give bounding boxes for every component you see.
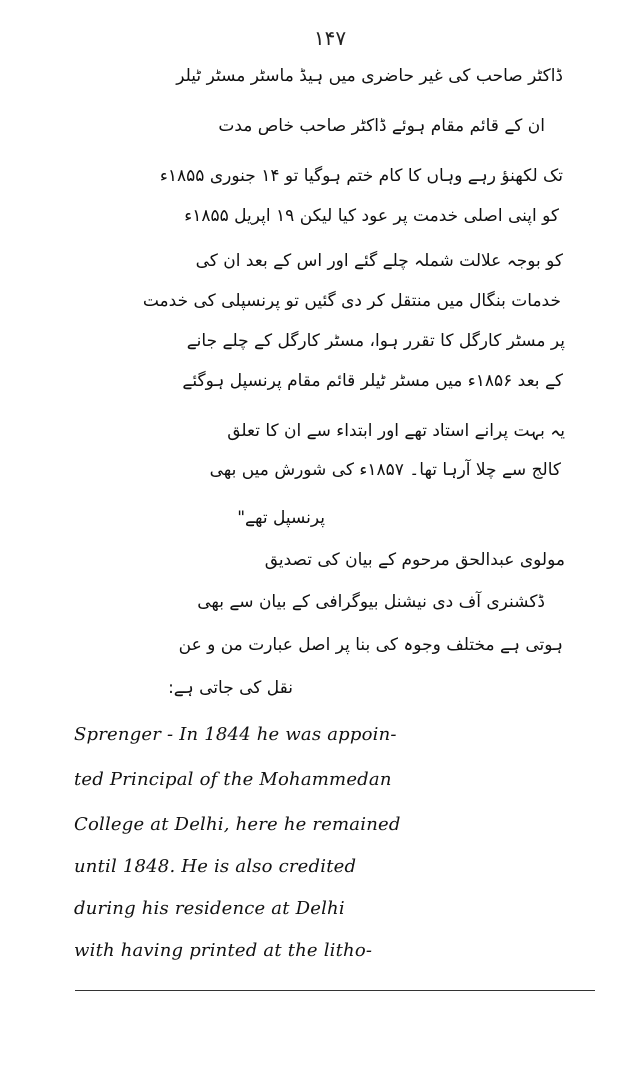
urdu-line-9: یہ بہت پرانے استاد تھے اور ابتداء سے ان کا تعلق — [227, 421, 565, 441]
english-line-6: with having printed at the litho- — [74, 940, 373, 961]
english-line-4: until 1848. He is also credited — [74, 856, 357, 877]
footer-rule — [75, 990, 595, 991]
urdu-line-15: نقل کی جاتی ہے: — [168, 678, 293, 698]
english-line-3: College at Delhi, here he remained — [74, 814, 401, 835]
urdu-line-10: کالج سے چلا آرہا تھا۔ ۱۸۵۷ء کی شورش میں بھی — [209, 460, 561, 480]
urdu-line-6: خدمات بنگال میں منتقل کر دی گئیں تو پرنسپلی کی خدمت — [142, 291, 561, 311]
urdu-line-2: ان کے قائم مقام ہوئے ڈاکٹر صاحب خاص مدت — [218, 116, 545, 136]
urdu-line-1: ڈاکٹر صاحب کی غیر حاضری میں ہیڈ ماسٹر مسٹر ٹیلر — [176, 66, 563, 86]
english-line-5: during his residence at Delhi — [74, 898, 345, 919]
urdu-line-11: پرنسپل تھے" — [237, 508, 325, 528]
english-line-1: Sprenger - In 1844 he was appoin- — [74, 724, 397, 745]
urdu-line-13: ڈکشنری آف دی نیشنل بیوگرافی کے بیان سے بھی — [197, 592, 545, 612]
page-number: ۱۴۷ — [313, 26, 347, 50]
urdu-line-4: کو اپنی اصلی خدمت پر عود کیا لیکن ۱۹ اپریل ۱۸۵۵ء — [184, 206, 559, 226]
urdu-line-7: پر مسٹر کارگل کا تقرر ہوا، مسٹر کارگل کے چلے جانے — [186, 331, 565, 351]
urdu-line-12: مولوی عبدالحق مرحوم کے بیان کی تصدیق — [264, 550, 565, 570]
urdu-line-3: تک لکھنؤ رہے وہاں کا کام ختم ہوگیا تو ۱۴ جنوری ۱۸۵۵ء — [159, 166, 563, 186]
urdu-line-8: کے بعد ۱۸۵۶ء میں مسٹر ٹیلر قائم مقام پرنسپل ہوگئے — [182, 371, 563, 391]
urdu-line-5: کو بوجہ علالت شملہ چلے گئے اور اس کے بعد ان کی — [195, 251, 563, 271]
english-line-2: ted Principal of the Mohammedan — [74, 769, 392, 790]
urdu-line-14: ہوتی ہے مختلف وجوہ کی بنا پر اصل عبارت من و عن — [178, 635, 563, 655]
